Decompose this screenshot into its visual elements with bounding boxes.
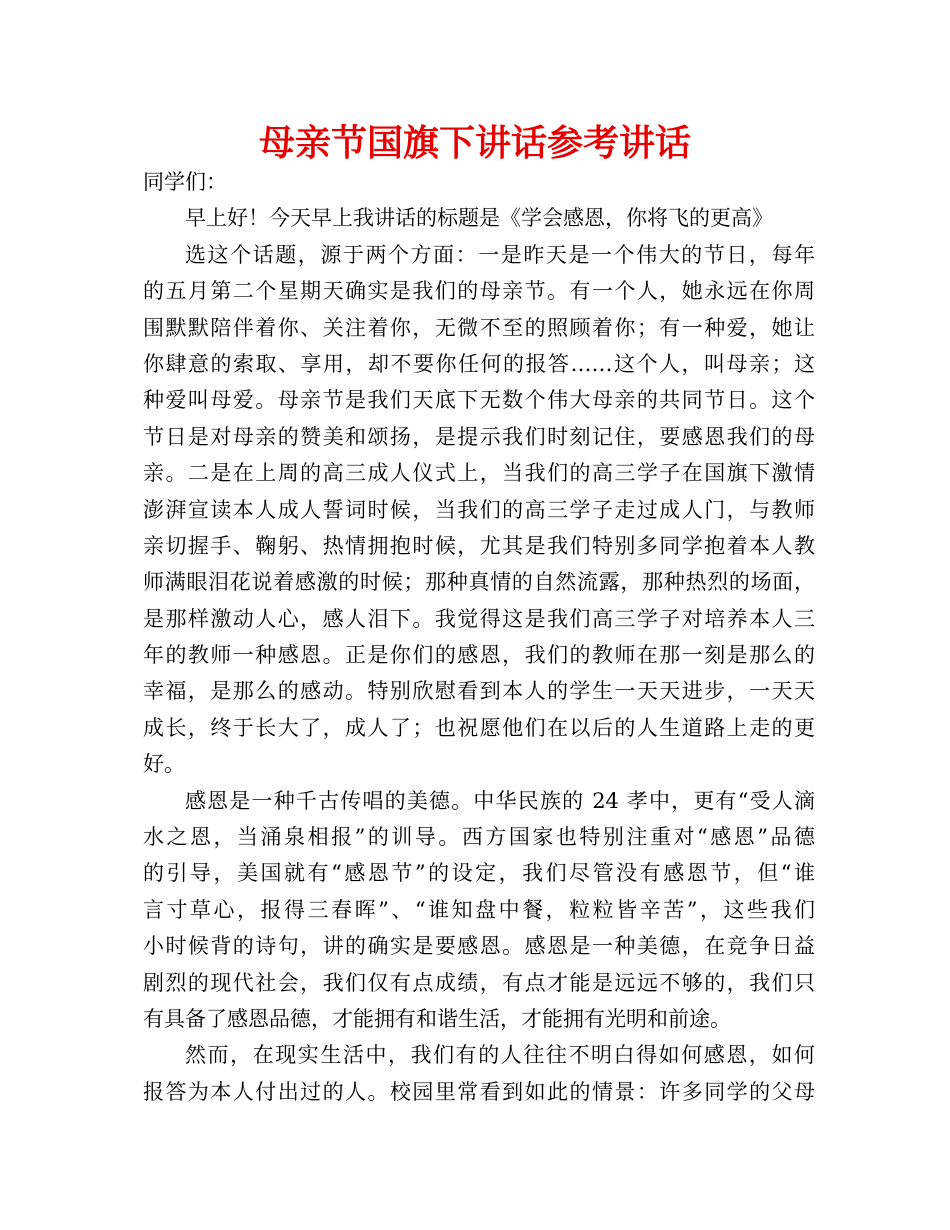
text-line: 言寸草心，报得三春晖”、“谁知盘中餐，粒粒皆辛苦”，这些我们 bbox=[143, 897, 815, 922]
text-line: 感恩是一种千古传唱的美德。中华民族的 24 孝中，更有“受人滴 bbox=[185, 788, 815, 813]
text-line: 的五月第二个星期天确实是我们的母亲节。有一个人，她永远在你周 bbox=[143, 279, 815, 304]
text-line: 围默默陪伴着你、关注着你，无微不至的照顾着你；有一种爱，她让 bbox=[143, 315, 815, 340]
text-line: 种爱叫母爱。母亲节是我们天底下无数个伟大母亲的共同节日。这个 bbox=[143, 388, 815, 413]
text-line: 早上好！今天早上我讲话的标题是《学会感恩，你将飞的更高》 bbox=[185, 206, 773, 231]
text-line: 好。 bbox=[143, 752, 185, 777]
text-line: 小时候背的诗句，讲的确实是要感恩。感恩是一种美德，在竞争日益 bbox=[143, 934, 815, 959]
text-line: 亲。二是在上周的高三成人仪式上，当我们的高三学子在国旗下激情 bbox=[143, 461, 815, 486]
text-line: 有具备了感恩品德，才能拥有和谐生活，才能拥有光明和前途。 bbox=[143, 1006, 731, 1031]
text-line: 澎湃宣读本人成人誓词时候，当我们的高三学子走过成人门，与教师 bbox=[143, 497, 815, 522]
text-line: 水之恩，当涌泉相报”的训导。西方国家也特别注重对“感恩”品德 bbox=[143, 825, 815, 850]
text-line: 你肆意的索取、享用，却不要你任何的报答……这个人，叫母亲；这 bbox=[143, 351, 815, 376]
text-line: 成长，终于长大了，成人了；也祝愿他们在以后的人生道路上走的更 bbox=[143, 715, 815, 740]
text-line: 的引导，美国就有“感恩节”的设定，我们尽管没有感恩节，但“谁 bbox=[143, 861, 815, 886]
document-title: 母亲节国旗下讲话参考讲话 bbox=[258, 123, 691, 164]
text-line: 幸福，是那么的感动。特别欣慰看到本人的学生一天天进步，一天天 bbox=[143, 679, 815, 704]
text-line: 是那样激动人心，感人泪下。我觉得这是我们高三学子对培养本人三 bbox=[143, 606, 815, 631]
text-line: 同学们： bbox=[143, 170, 227, 194]
text-line: 选这个话题，源于两个方面：一是昨天是一个伟大的节日，每年 bbox=[185, 242, 815, 267]
text-line: 剧烈的现代社会，我们仅有点成绩，有点才能是远远不够的，我们只 bbox=[143, 970, 815, 995]
text-line: 节日是对母亲的赞美和颂扬，是提示我们时刻记住，要感恩我们的母 bbox=[143, 424, 815, 449]
text-line: 然而，在现实生活中，我们有的人往往不明白得如何感恩，如何 bbox=[185, 1043, 815, 1068]
text-line: 报答为本人付出过的人。校园里常看到如此的情景：许多同学的父母 bbox=[143, 1079, 815, 1104]
document-body bbox=[143, 164, 815, 1110]
text-line: 年的教师一种感恩。正是你们的感恩，我们的教师在那一刻是那么的 bbox=[143, 643, 815, 668]
text-line: 亲切握手、鞠躬、热情拥抱时候，尤其是我们特别多同学抱着本人教 bbox=[143, 533, 815, 558]
text-line: 师满眼泪花说着感激的时候；那种真情的自然流露，那种热烈的场面， bbox=[143, 570, 815, 595]
